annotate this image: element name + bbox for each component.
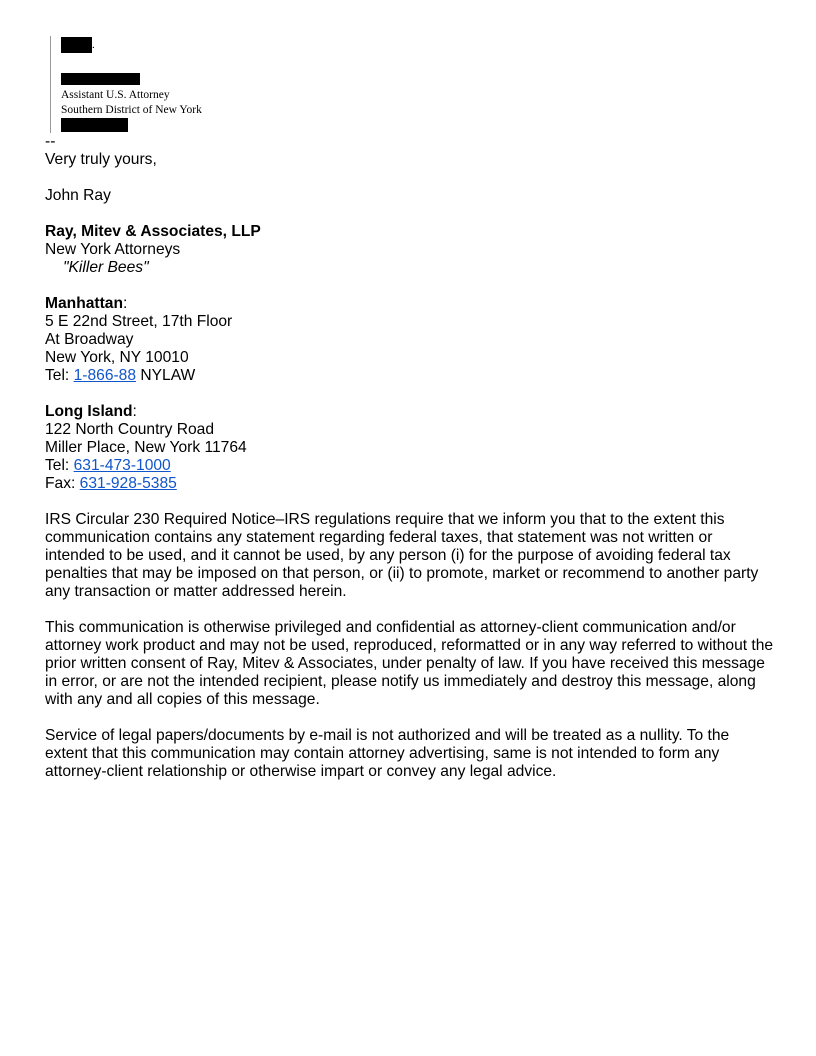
confidentiality-notice: This communication is otherwise privileged and confidential as attorney-client communication and/or attorney work product and may not be used, reproduced, reformatted or in any way referred to without the prior written consent of Ray, Mitev & Associates, under penalty of law. If you have received this message in error, or are not the intended recipient, please notify us immediately and destroy this message, along with any and all copies of this message. xyxy=(45,619,774,708)
irs-circular-notice: IRS Circular 230 Required Notice–IRS regulations require that we inform you that to the extent this communication contains any statement regarding federal taxes, that statement was not written or intended to be used, and it cannot be used, by any person (i) for the purpose of avoiding federal tax penalties that may be imposed on that person, or (ii) to promote, market or recommend to another party any transaction or matter addressed herein. xyxy=(45,511,759,600)
quoted-title: Assistant U.S. Attorney xyxy=(61,89,170,101)
long-island-tel xyxy=(45,457,775,475)
quoted-signature-block xyxy=(50,36,231,133)
redaction-bar xyxy=(61,118,128,132)
quoted-dot: . xyxy=(92,39,95,51)
long-island-city: Miller Place, New York 11764 xyxy=(45,439,247,456)
manhattan-cross-street: At Broadway xyxy=(45,331,134,348)
fax-label: Fax: xyxy=(45,475,80,492)
manhattan-phone-link[interactable]: 1-866-88 xyxy=(73,367,137,384)
long-island-fax-link[interactable]: 631-928-5385 xyxy=(79,475,177,492)
manhattan-heading xyxy=(45,295,775,313)
sender-name: John Ray xyxy=(45,187,111,204)
email-signature xyxy=(45,133,775,799)
tel-suffix: NYLAW xyxy=(136,367,196,384)
long-island-label: Long Island xyxy=(45,403,133,420)
long-island-heading xyxy=(45,403,775,421)
signature-separator: -- xyxy=(45,133,56,150)
firm-name: Ray, Mitev & Associates, LLP xyxy=(45,223,261,240)
long-island-street: 122 North Country Road xyxy=(45,421,215,438)
manhattan-city: New York, NY 10010 xyxy=(45,349,189,366)
tel-label: Tel: xyxy=(45,367,74,384)
firm-nickname: "Killer Bees" xyxy=(63,259,149,276)
redaction-bar xyxy=(61,37,92,53)
firm-tagline: New York Attorneys xyxy=(45,241,181,258)
manhattan-label: Manhattan xyxy=(45,295,123,312)
manhattan-street: 5 E 22nd Street, 17th Floor xyxy=(45,313,233,330)
redaction-bar xyxy=(61,73,140,85)
closing: Very truly yours, xyxy=(45,151,157,168)
manhattan-tel xyxy=(45,367,775,385)
long-island-colon: : xyxy=(132,403,137,420)
quoted-office: Southern District of New York xyxy=(61,104,202,116)
service-notice: Service of legal papers/documents by e-mail is not authorized and will be treated as a nullity. To the extent that this communication may contain attorney advertising, same is not intended to form any attorney-client relationship or otherwise impart or convey any legal advice. xyxy=(45,727,730,780)
long-island-fax xyxy=(45,475,775,493)
long-island-phone-link[interactable]: 631-473-1000 xyxy=(73,457,171,474)
manhattan-colon: : xyxy=(122,295,128,312)
tel-label: Tel: xyxy=(45,457,74,474)
